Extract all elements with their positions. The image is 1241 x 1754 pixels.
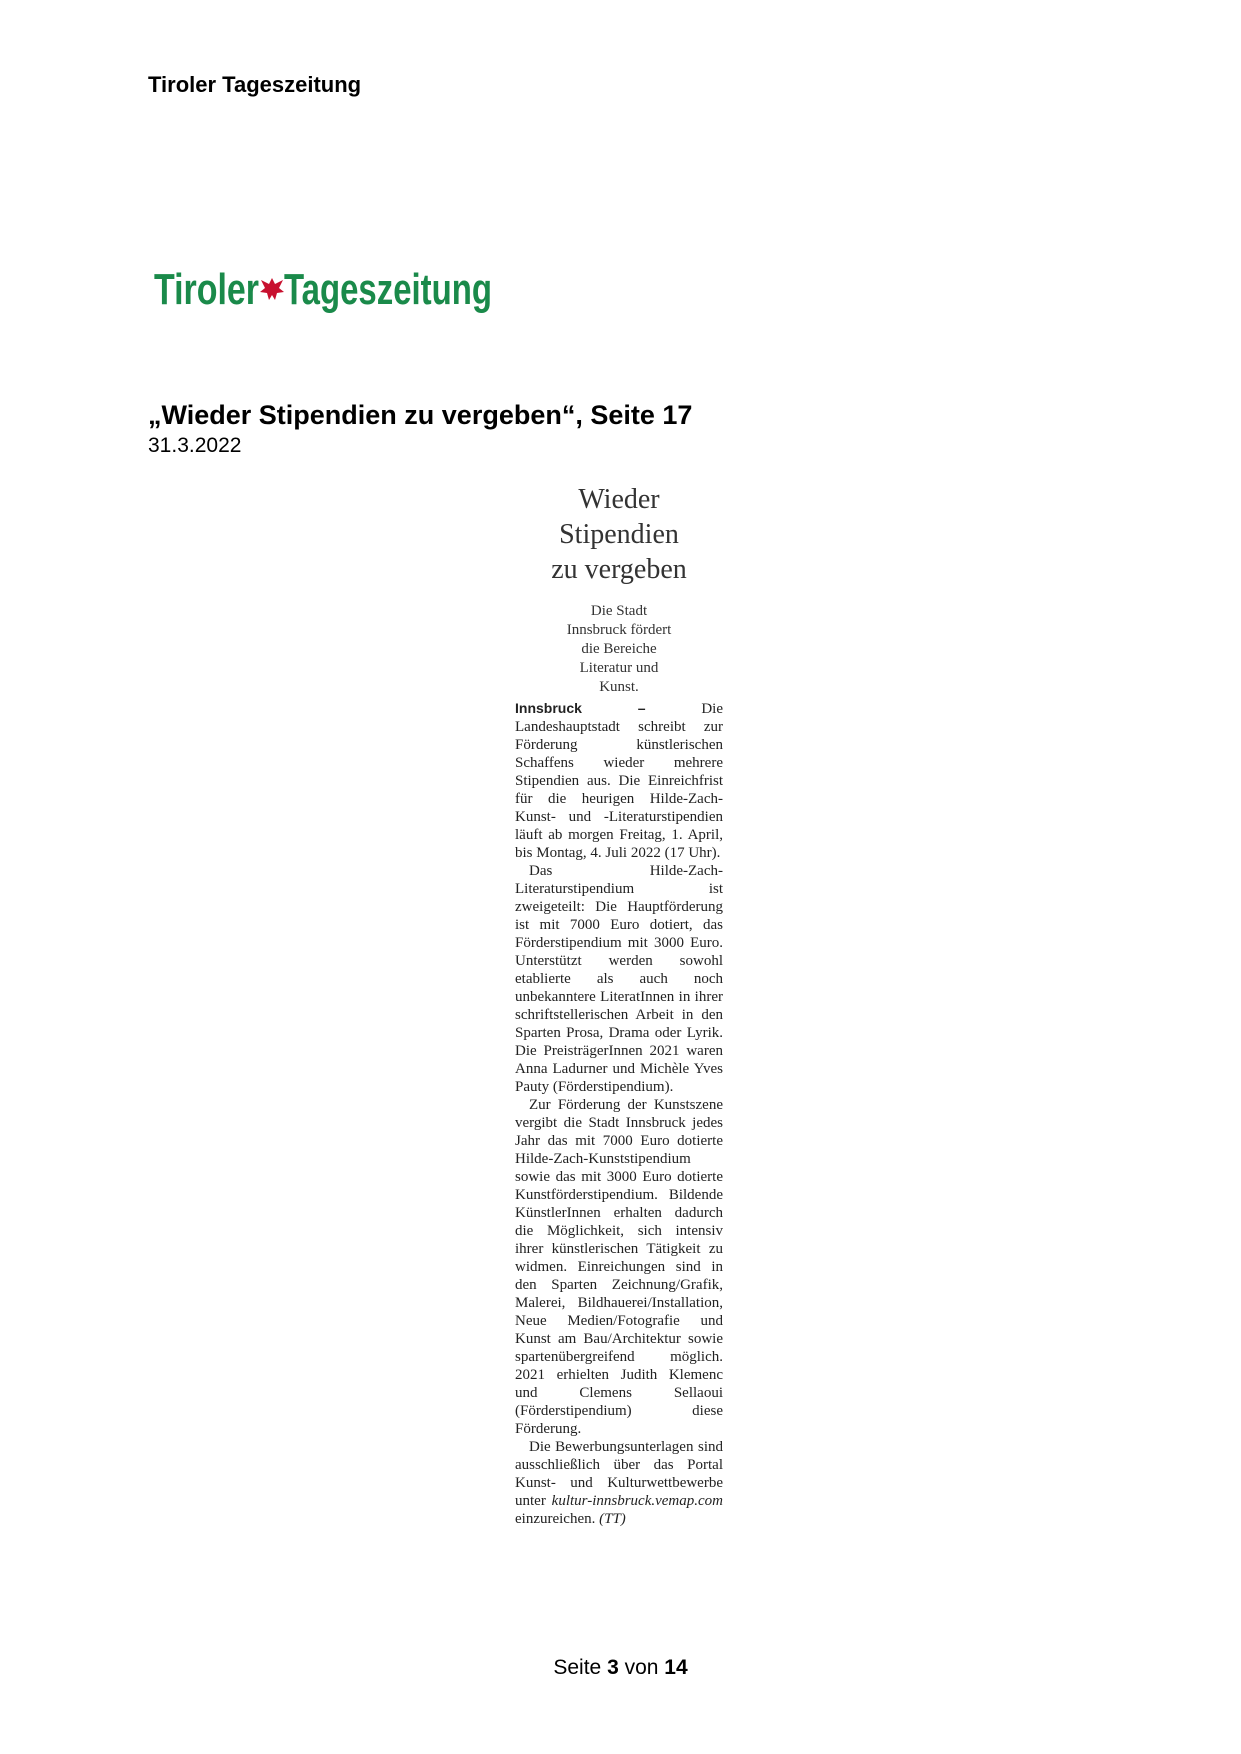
footer-prefix: Seite [553,1656,608,1679]
headline-line: zu vergeben [551,554,687,585]
headline-line: Wieder [578,484,660,515]
article-dateline: Innsbruck – [515,700,646,716]
paragraph-text: Die Bewerbungsunterlagen sind ausschließlich über das Portal Kunst- und Kulturwettbewerbe unter [515,1439,723,1509]
subtitle-line: die Bereiche [581,641,657,657]
footer-page-number: 3 [607,1656,619,1679]
paragraph-text: einzureichen. [515,1511,600,1527]
article-subtitle [515,602,723,697]
paragraph-text: Die Landeshauptstadt schreibt zur Förderung künstlerischen Schaffens wieder mehrere Stipendien aus. Die Einreichfrist für die heurigen Hilde-Zach-Kunst- und -Literaturstipendien läuft ab morgen Freitag, 1. April, bis Montag, 4. Juli 2022 (17 Uhr). [515,701,723,861]
subtitle-line: Kunst. [599,679,639,695]
article-paragraph: Zur Förderung der Kunstszene vergibt die Stadt Innsbruck jedes Jahr das mit 7000 Euro dotierte Hilde-Zach-Kunststipendium sowie das mit 3000 Euro dotierte Kunstförderstipendium. Bildende KünstlerInnen erhalten dadurch die Möglichkeit, sich intensiv ihrer künstlerischen Tätigkeit zu widmen. Einreichungen sind in den Sparten Zeichnung/Grafik, Malerei, Bildhauerei/Installation, Neue Medien/Fotografie und Kunst am Bau/Architektur sowie spartenübergreifend möglich. 2021 erhielten Judith Klemenc und Clemens Sellaoui (Förderstipendium) diese Förderung. [515,1097,723,1437]
eagle-icon [260,278,284,300]
headline-line: Stipendien [559,519,679,550]
logo-text-right: Tageszeitung [284,265,492,314]
article-headline [515,482,723,587]
article-paragraph [515,699,723,862]
document-title: „Wieder Stipendien zu vergeben“, Seite 17 [148,400,693,430]
newspaper-logo [154,262,494,318]
article-paragraph [515,1438,723,1528]
article-credit: (TT) [599,1511,626,1527]
document-date: 31.3.2022 [148,434,242,457]
footer-middle: von [618,1656,665,1679]
logo-text-left: Tiroler [154,265,259,314]
subtitle-line: Innsbruck fördert [566,622,672,638]
subtitle-line: Literatur und [579,660,659,676]
page-footer [0,1656,1241,1680]
footer-page-total: 14 [664,1656,688,1679]
article-column [515,482,723,1528]
portal-link: kultur-innsbruck.vemap.com [551,1493,723,1509]
article-paragraph: Das Hilde-Zach-Literaturstipendium ist zweigeteilt: Die Hauptförderung ist mit 7000 Euro dotiert, das Förderstipendium mit 3000 Euro. Unterstützt werden sowohl etablierte als auch noch unbekanntere LiteratInnen in ihrer schriftstellerischen Arbeit in den Sparten Prosa, Drama oder Lyrik. Die PreisträgerInnen 2021 waren Anna Ladurner und Michèle Yves Pauty (Förderstipendium). [515,863,723,1095]
article-body [515,699,723,1528]
subtitle-line: Die Stadt [590,603,648,619]
publication-header: Tiroler Tageszeitung [148,72,362,97]
